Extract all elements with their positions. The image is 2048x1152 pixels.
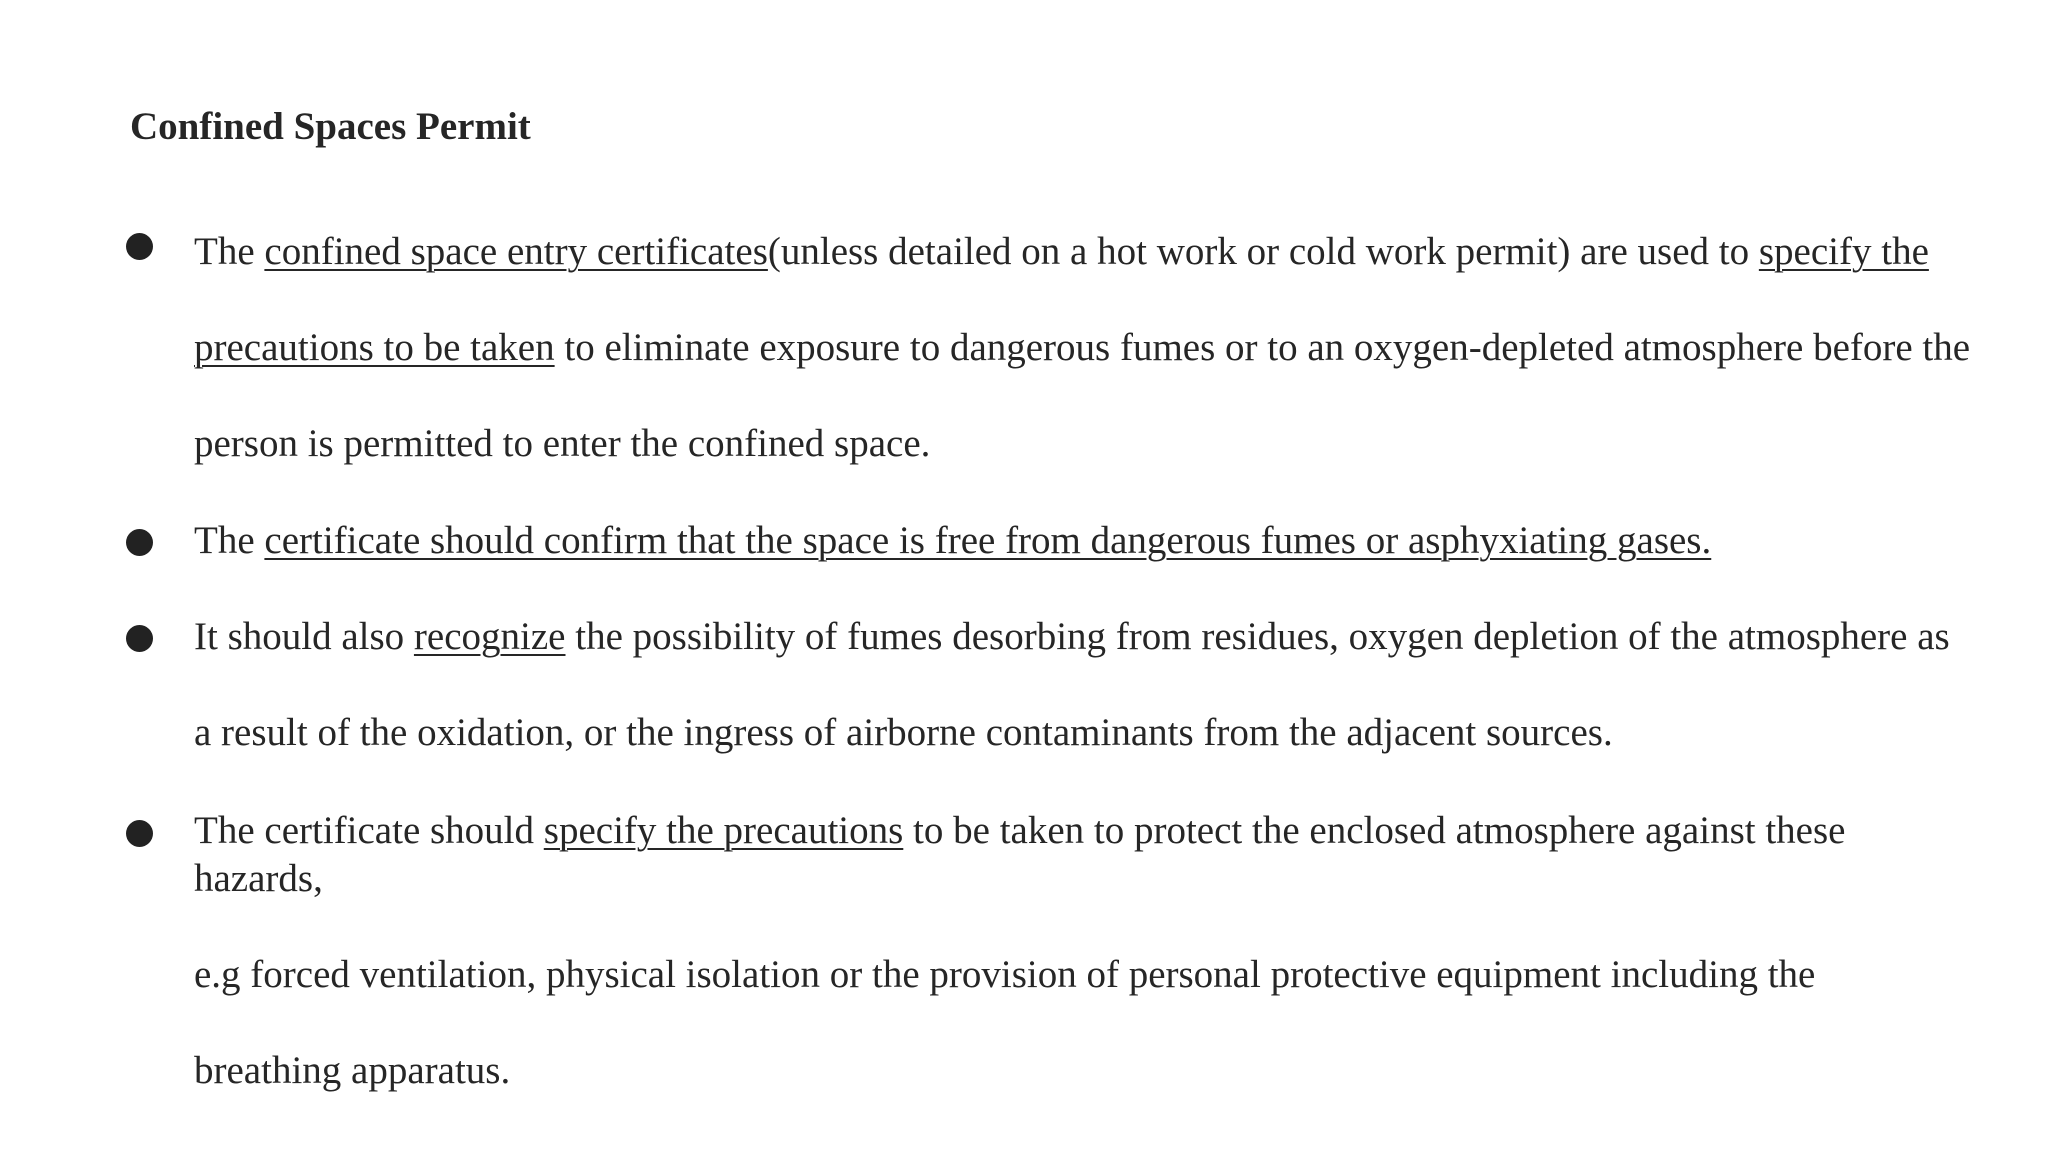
text-segment: breathing apparatus. bbox=[194, 1049, 511, 1092]
bullet-dot-1 bbox=[126, 233, 153, 260]
bullet-dot-2 bbox=[126, 529, 153, 556]
underlined-phrase: recognize bbox=[413, 615, 566, 658]
underlined-phrase: certificate should confirm that the space is free from dangerous fumes or asphyxiating gases. bbox=[264, 519, 1712, 562]
bullet-4-line-2 bbox=[194, 856, 323, 902]
bullet-3-line-2 bbox=[194, 710, 1613, 756]
bullet-1-line-2 bbox=[194, 325, 1970, 371]
text-segment: a result of the oxidation, or the ingress of airborne contaminants from the adjacent sources. bbox=[194, 711, 1613, 754]
underlined-phrase: confined space entry certificates bbox=[264, 230, 768, 273]
slide-title: Confined Spaces Permit bbox=[130, 105, 531, 148]
bullet-1-line-3 bbox=[194, 421, 930, 467]
text-segment: (unless detailed on a hot work or cold work permit) are used to bbox=[767, 230, 1759, 273]
text-segment: person is permitted to enter the confined space. bbox=[194, 422, 931, 465]
bullet-dot-4 bbox=[126, 820, 153, 847]
text-segment: the possibility of fumes desorbing from residues, oxygen depletion of the atmosphere as bbox=[565, 615, 1950, 658]
bullet-1-line-1 bbox=[194, 229, 1929, 275]
text-segment: The bbox=[194, 519, 265, 562]
bullet-4-line-1 bbox=[194, 808, 1845, 854]
bullet-3-line-1 bbox=[194, 614, 1950, 660]
text-segment: The certificate should bbox=[194, 809, 544, 852]
bullet-4-line-3 bbox=[194, 952, 1815, 998]
text-segment: e.g forced ventilation, physical isolation or the provision of personal protective equipment including the bbox=[194, 953, 1816, 996]
text-segment: to eliminate exposure to dangerous fumes or to an oxygen-depleted atmosphere before the bbox=[554, 326, 1971, 369]
underlined-phrase: precautions to be taken bbox=[194, 326, 555, 369]
text-segment: The bbox=[194, 230, 265, 273]
text-segment: It should also bbox=[194, 615, 414, 658]
text-segment: hazards, bbox=[194, 857, 323, 900]
bullet-2-line-1 bbox=[194, 518, 1711, 564]
bullet-dot-3 bbox=[126, 625, 153, 652]
underlined-phrase: specify the precautions bbox=[543, 809, 904, 852]
text-segment: to be taken to protect the enclosed atmosphere against these bbox=[903, 809, 1846, 852]
bullet-4-line-4 bbox=[194, 1048, 510, 1094]
underlined-phrase: specify the bbox=[1758, 230, 1929, 273]
